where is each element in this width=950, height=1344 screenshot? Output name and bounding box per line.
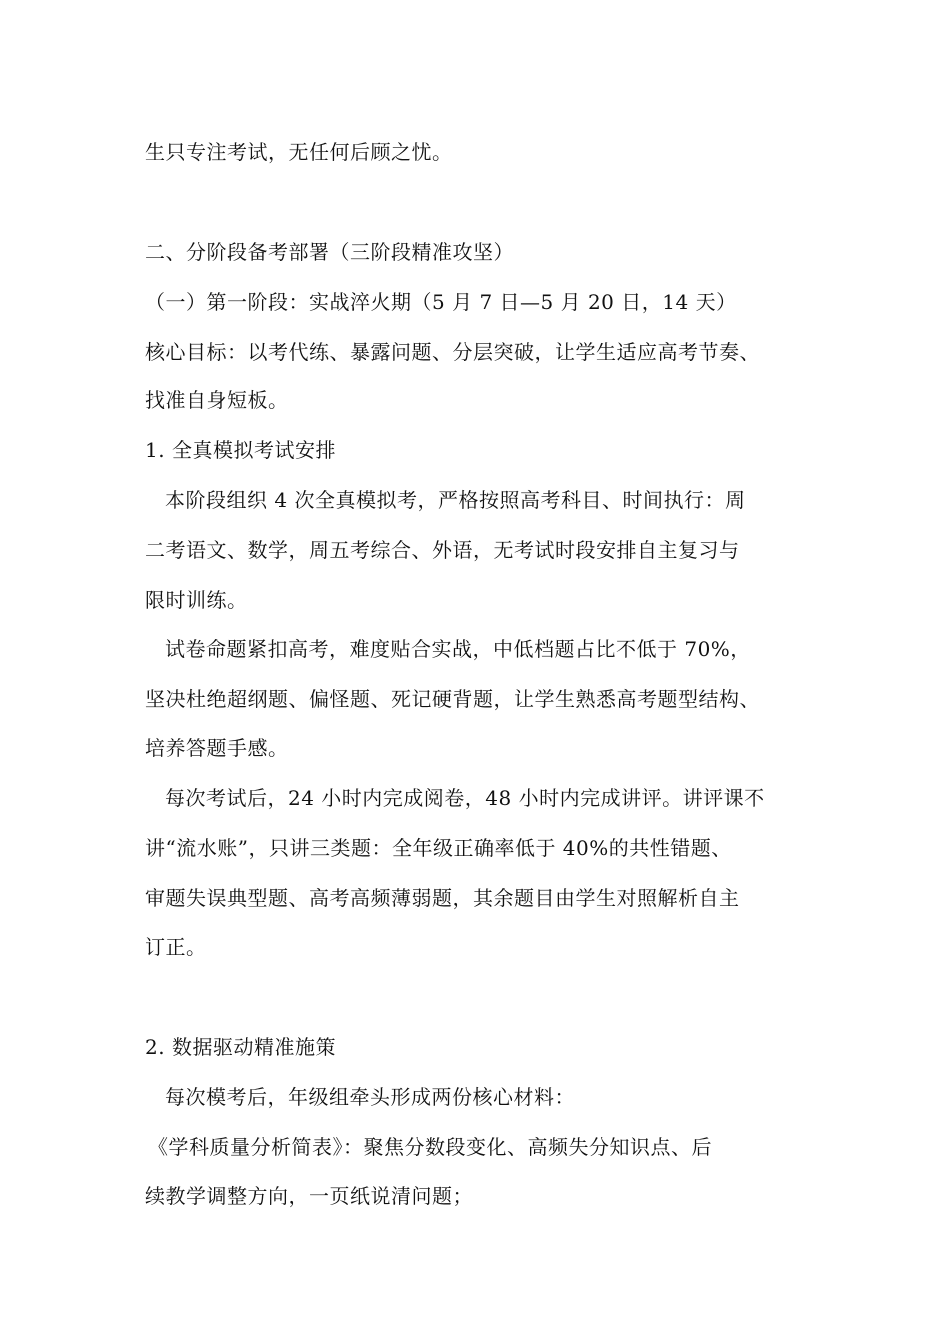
paragraph-line: 生只专注考试，无任何后顾之忧。 — [145, 140, 453, 164]
paragraph-line: 坚决杜绝超纲题、偏怪题、死记硬背题，让学生熟悉高考题型结构、 — [145, 687, 760, 711]
item-heading: 2. 数据驱动精准施策 — [145, 1035, 336, 1059]
paragraph-line: 找准自身短板。 — [145, 388, 289, 412]
section-heading: 二、分阶段备考部署（三阶段精准攻坚） — [145, 240, 514, 264]
paragraph-line: 审题失误典型题、高考高频薄弱题，其余题目由学生对照解析自主 — [145, 886, 740, 910]
paragraph-line: 限时训练。 — [145, 588, 248, 612]
paragraph-line: 订正。 — [145, 935, 207, 959]
paragraph-line: 二考语文、数学，周五考综合、外语，无考试时段安排自主复习与 — [145, 538, 740, 562]
paragraph-line: 续教学调整方向，一页纸说清问题； — [145, 1184, 473, 1208]
paragraph-line: 讲“流水账”，只讲三类题：全年级正确率低于 40%的共性错题、 — [145, 836, 732, 860]
subsection-heading: （一）第一阶段：实战淬火期（5 月 7 日—5 月 20 日，14 天） — [145, 290, 737, 314]
paragraph-line: 本阶段组织 4 次全真模拟考，严格按照高考科目、时间执行：周 — [165, 488, 746, 512]
item-heading: 1. 全真模拟考试安排 — [145, 438, 336, 462]
paragraph-line: 培养答题手感。 — [145, 736, 289, 760]
paragraph-line: 《学科质量分析简表》：聚焦分数段变化、高频失分知识点、后 — [148, 1135, 712, 1159]
paragraph-line: 每次模考后，年级组牵头形成两份核心材料： — [165, 1085, 575, 1109]
paragraph-line: 核心目标：以考代练、暴露问题、分层突破，让学生适应高考节奏、 — [145, 340, 760, 364]
paragraph-line: 每次考试后，24 小时内完成阅卷，48 小时内完成讲评。讲评课不 — [165, 786, 765, 810]
paragraph-line: 试卷命题紧扣高考，难度贴合实战，中低档题占比不低于 70%， — [165, 637, 751, 661]
